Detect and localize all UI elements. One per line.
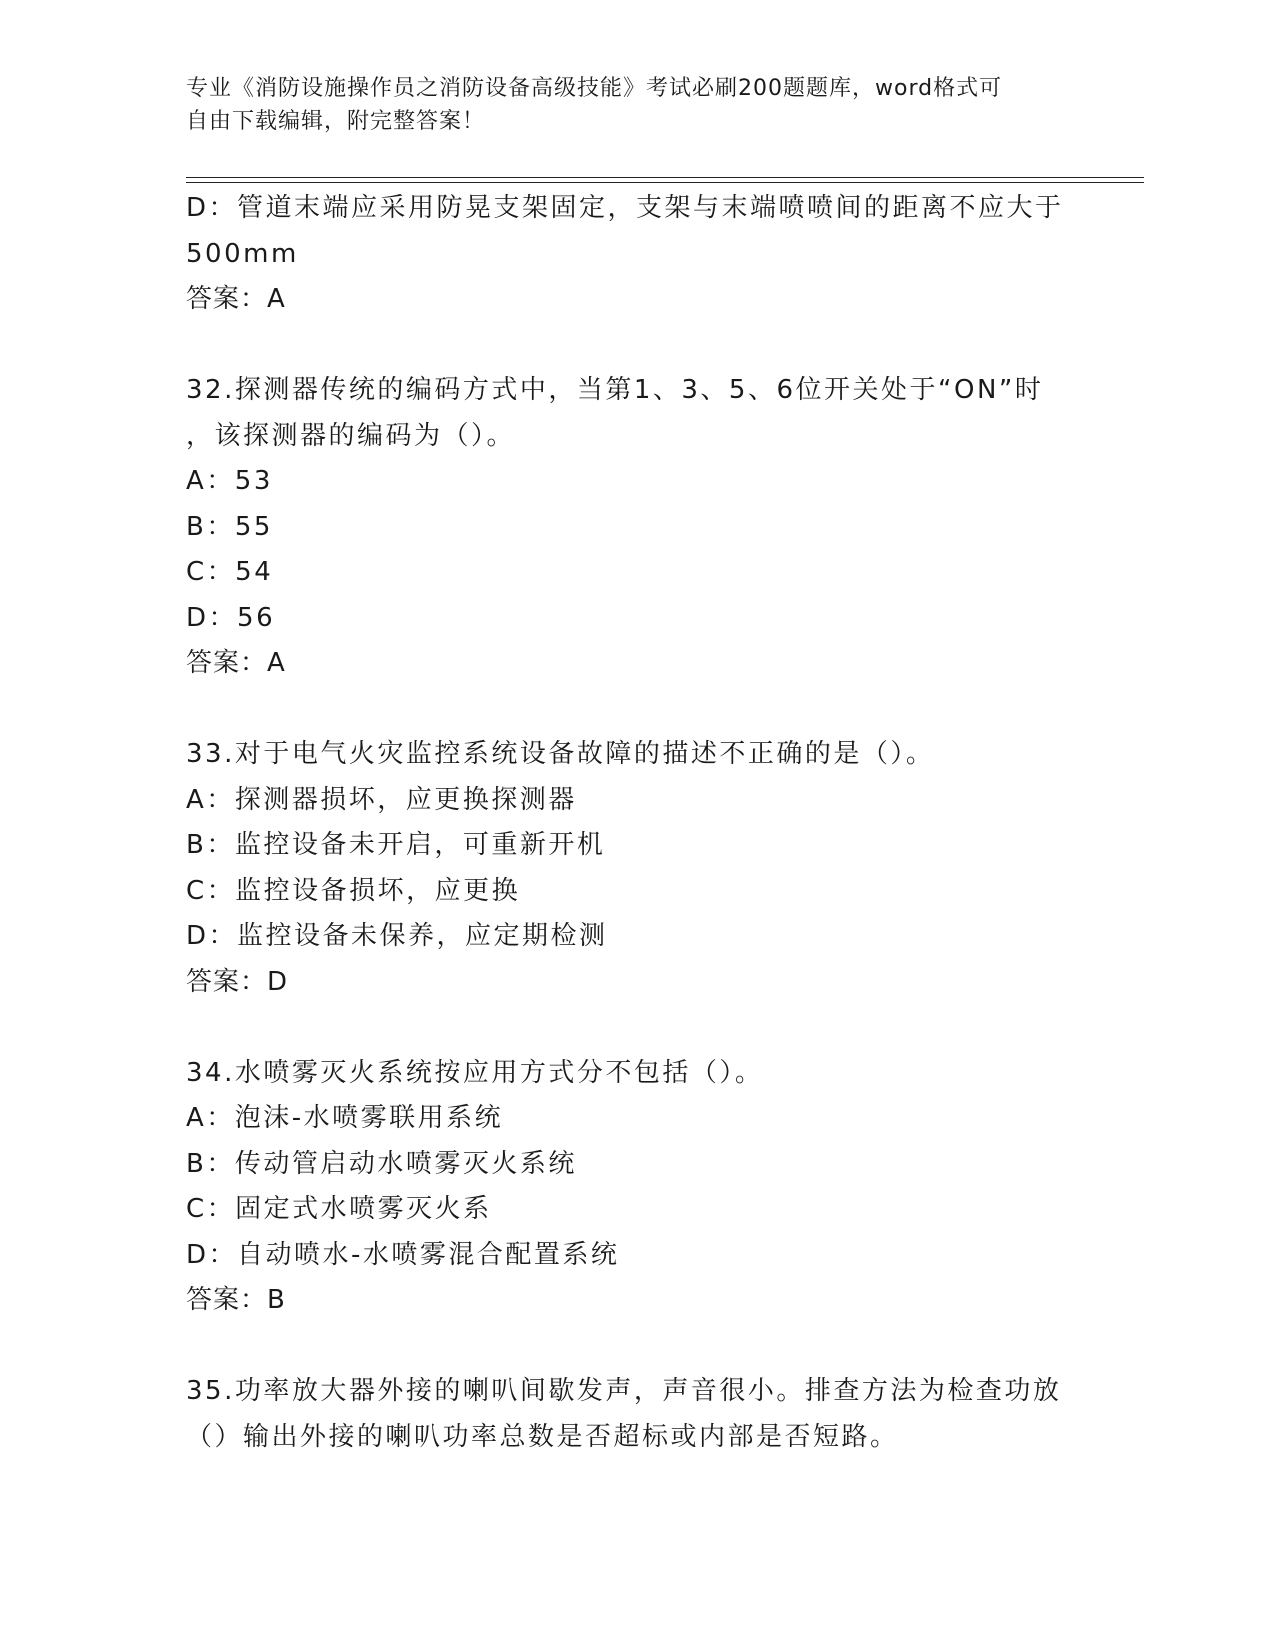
answer-line: 答案：D [186, 966, 289, 997]
header-divider-top [186, 177, 1144, 178]
option-d: D：监控设备未保养，应定期检测 [186, 921, 608, 951]
option-a: A：泡沫-水喷雾联用系统 [186, 1103, 504, 1133]
option-a: A：探测器损坏，应更换探测器 [186, 784, 577, 815]
question-block-31 [186, 186, 1086, 323]
question-text: 32.探测器传统的编码方式中，当第1、3、5、6位开关处于“ON”时 [186, 375, 1044, 405]
block-spacer [186, 687, 1086, 733]
header-divider-bottom [186, 182, 1144, 183]
header-line-1: 专业《消防设施操作员之消防设备高级技能》考试必刷200题题库，word格式可 [186, 76, 1003, 101]
question-block-33 [186, 732, 1086, 1005]
document-header [186, 72, 1066, 138]
option-d: D：56 [186, 602, 276, 633]
option-d-continuation: 500mm [186, 238, 299, 269]
block-spacer [186, 1324, 1086, 1370]
answer-line: 答案：A [186, 648, 286, 678]
answer-line: 答案：A [186, 284, 286, 314]
block-spacer [186, 1005, 1086, 1051]
answer-line: 答案：B [186, 1285, 286, 1315]
option-c: C：固定式水喷雾灭火系 [186, 1194, 492, 1224]
question-block-34 [186, 1051, 1086, 1324]
option-b: B：55 [186, 511, 273, 542]
document-body [186, 186, 1086, 1460]
block-spacer [186, 323, 1086, 369]
question-text: 33.对于电气火灾监控系统设备故障的描述不正确的是（）。 [186, 739, 935, 769]
question-text: 35.功率放大器外接的喇叭间歇发声，声音很小。排查方法为检查功放 [186, 1376, 1062, 1406]
header-line-2: 自由下载编辑，附完整答案！ [186, 109, 486, 134]
question-text-continuation: ，该探测器的编码为（）。 [186, 420, 516, 451]
option-b: B：监控设备未开启，可重新开机 [186, 830, 606, 860]
option-a: A：53 [186, 466, 273, 496]
question-text-continuation: （）输出外接的喇叭功率总数是否超标或内部是否短路。 [186, 1421, 899, 1452]
question-text: 34.水喷雾灭火系统按应用方式分不包括（）。 [186, 1057, 764, 1088]
question-block-32 [186, 368, 1086, 687]
option-c: C：监控设备损坏，应更换 [186, 875, 521, 906]
option-d-line: D：管道末端应采用防晃支架固定，支架与末端喷喷间的距离不应大于 [186, 193, 1064, 223]
question-block-35 [186, 1369, 1086, 1460]
option-d: D：自动喷水-水喷雾混合配置系统 [186, 1239, 620, 1270]
option-c: C：54 [186, 557, 274, 587]
option-b: B：传动管启动水喷雾灭火系统 [186, 1148, 577, 1179]
